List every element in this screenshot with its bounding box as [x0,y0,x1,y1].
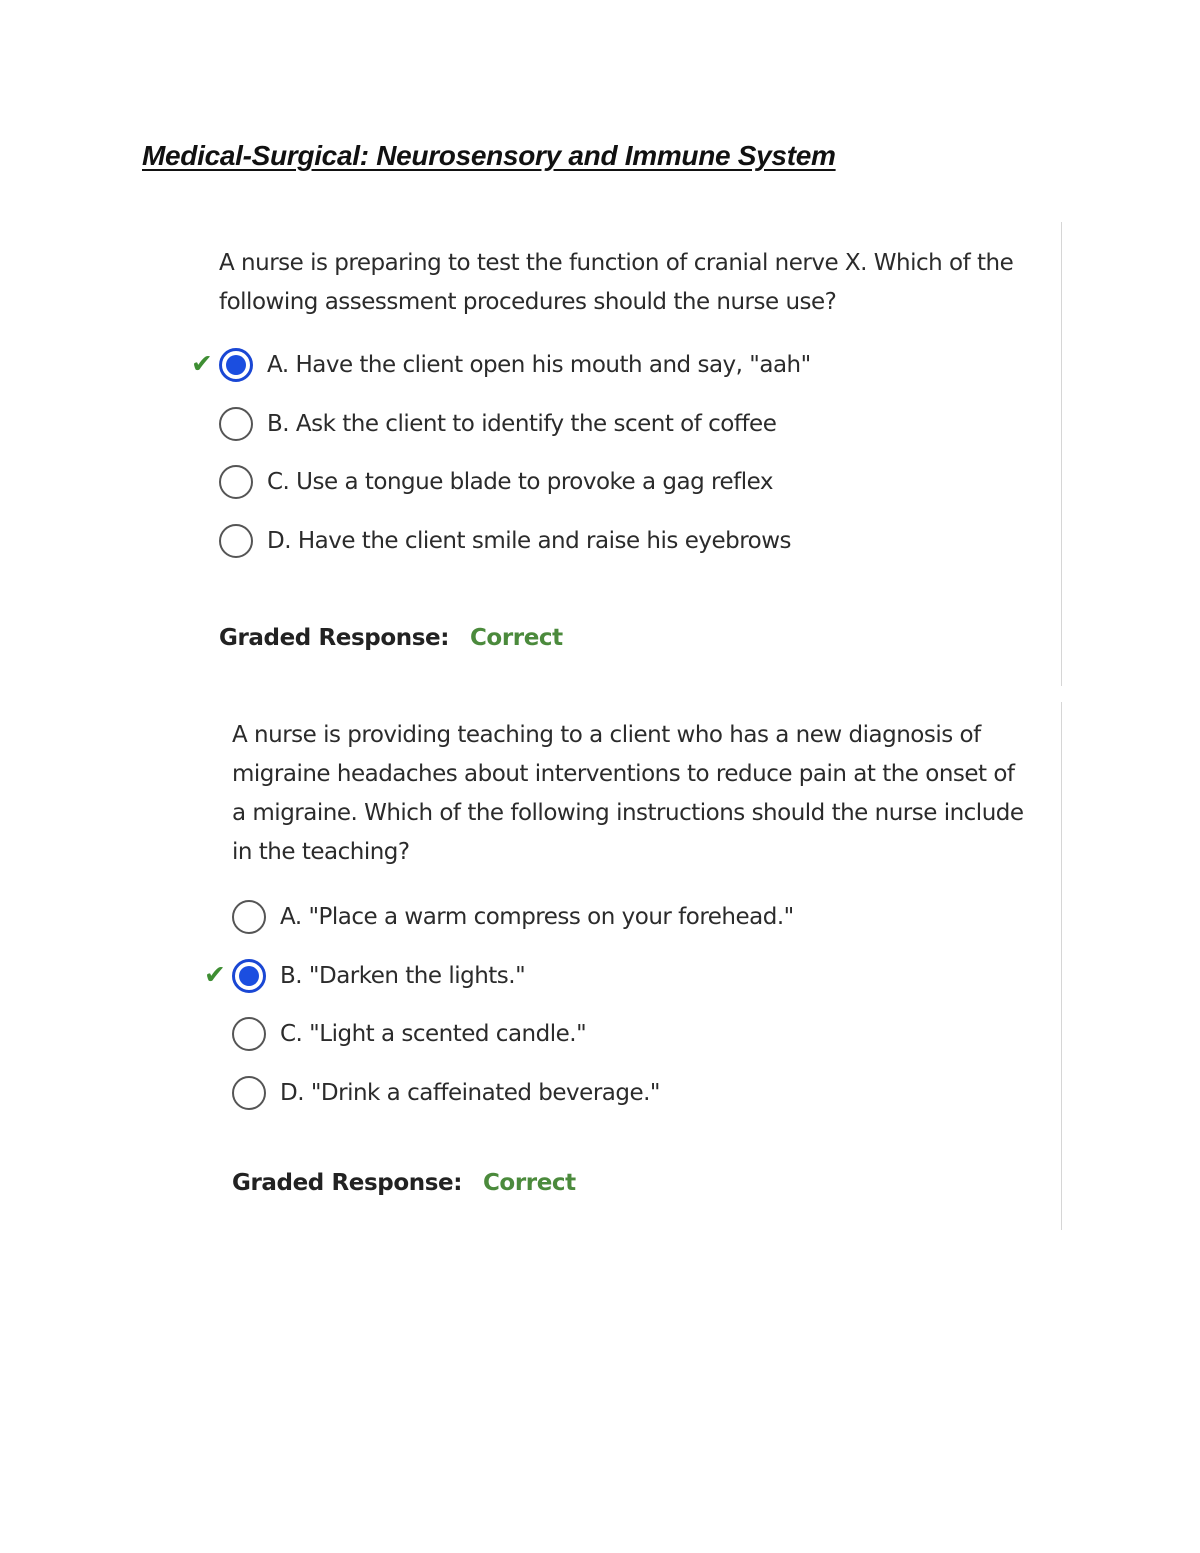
answer-option-d[interactable] [232,1064,794,1123]
answer-options [191,336,811,570]
question-text: A nurse is providing teaching to a client who has a new diagnosis of migraine headaches about interventions to reduce pain at the onset of a migraine. Which of the following instructions should the nurse include in the teaching? [232,722,1024,865]
graded-response-label: Graded Response: [219,625,450,651]
graded-response-label: Graded Response: [232,1170,463,1196]
answer-option-a[interactable] [232,888,794,947]
radio-button-selected[interactable] [232,959,266,993]
graded-response [219,625,563,651]
option-label: D. Have the client smile and raise his eyebrows [267,527,792,554]
option-label: B. "Darken the lights." [280,962,526,989]
graded-response-value: Correct [482,1170,576,1196]
answer-option-b[interactable] [219,395,811,454]
answer-option-c[interactable] [219,453,811,512]
radio-button[interactable] [219,407,253,441]
option-label: B. Ask the client to identify the scent of coffee [267,410,777,437]
check-icon: ✔ [191,349,213,380]
question-card-1 [0,222,1062,686]
option-label: A. "Place a warm compress on your forehead." [280,904,794,931]
graded-response-value: Correct [469,625,563,651]
radio-button[interactable] [232,900,266,934]
answer-option-d[interactable] [219,512,811,571]
question-card-2 [0,702,1062,1230]
answer-option-b[interactable] [204,947,794,1006]
answer-option-c[interactable] [232,1005,794,1064]
option-label: C. Use a tongue blade to provoke a gag reflex [267,469,773,496]
document-title: Medical-Surgical: Neurosensory and Immune System [142,140,836,171]
option-label: C. "Light a scented candle." [280,1021,587,1048]
radio-button[interactable] [219,465,253,499]
radio-button[interactable] [232,1017,266,1051]
graded-response [232,1170,576,1196]
option-label: A. Have the client open his mouth and say, "aah" [267,352,811,379]
answer-option-a[interactable] [191,336,811,395]
answer-options [204,888,794,1122]
radio-button[interactable] [232,1076,266,1110]
radio-button[interactable] [219,524,253,558]
check-icon: ✔ [204,960,226,991]
radio-button-selected[interactable] [219,348,253,382]
question-text: A nurse is preparing to test the function of cranial nerve X. Which of the following assessment procedures should the nurse use? [219,250,1014,315]
option-label: D. "Drink a caffeinated beverage." [280,1079,661,1106]
